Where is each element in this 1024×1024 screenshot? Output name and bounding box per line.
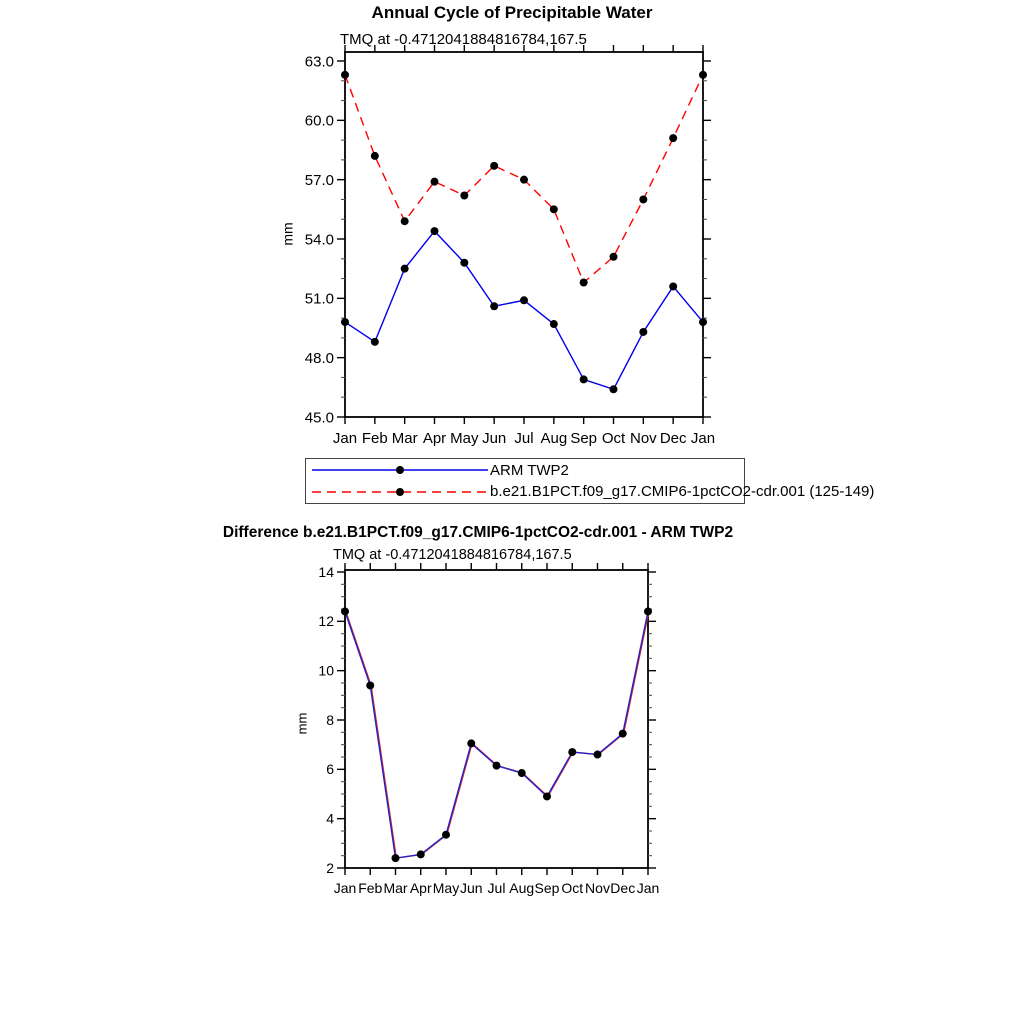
data-point-marker	[401, 217, 409, 225]
data-point-marker	[490, 302, 498, 310]
y-tick-label: 4	[326, 810, 334, 827]
x-tick-label: Dec	[659, 430, 687, 447]
x-tick-label: Mar	[391, 430, 418, 447]
x-tick-label: Oct	[561, 880, 584, 896]
data-point-marker	[493, 762, 501, 770]
bottom-chart-subtitle: TMQ at -0.4712041884816784,167.5	[333, 547, 572, 563]
data-point-marker	[639, 195, 647, 203]
data-point-marker	[431, 227, 439, 235]
x-tick-label: Jun	[459, 880, 483, 896]
data-point-marker	[639, 328, 647, 336]
data-point-marker	[580, 279, 588, 287]
x-tick-label: May	[450, 430, 479, 447]
y-tick-label: 63.0	[304, 53, 334, 71]
data-point-marker	[594, 751, 602, 759]
data-point-marker	[610, 385, 618, 393]
x-tick-label: Apr	[409, 880, 432, 896]
data-point-marker	[371, 152, 379, 160]
x-tick-label: Apr	[422, 430, 447, 447]
data-point-marker	[550, 205, 558, 213]
data-point-marker	[401, 265, 409, 273]
x-tick-label: Feb	[361, 430, 388, 447]
legend-label-arm-twp2: ARM TWP2	[490, 461, 569, 479]
data-point-marker	[460, 191, 468, 199]
y-tick-label: 51.0	[304, 290, 334, 308]
data-point-marker	[520, 176, 528, 184]
data-point-marker	[392, 854, 400, 862]
data-point-marker	[460, 259, 468, 267]
y-tick-label: 57.0	[304, 171, 334, 189]
data-point-marker	[341, 607, 349, 615]
x-tick-label: Mar	[383, 880, 408, 896]
legend-item-model	[306, 481, 875, 502]
data-point-marker	[669, 282, 677, 290]
x-tick-label: Jul	[514, 430, 534, 447]
y-tick-label: 10	[318, 662, 334, 679]
y-tick-label: 8	[326, 711, 334, 728]
data-point-marker	[467, 739, 475, 747]
data-point-marker	[518, 769, 526, 777]
y-tick-label: 60.0	[304, 112, 334, 130]
top-chart-title: Annual Cycle of Precipitable Water	[371, 3, 653, 22]
data-point-marker	[543, 792, 551, 800]
top-chart-subtitle: TMQ at -0.4712041884816784,167.5	[340, 31, 587, 48]
x-tick-label: Aug	[509, 880, 535, 896]
x-tick-label: Jun	[482, 430, 507, 447]
data-point-marker	[341, 71, 349, 79]
legend	[305, 458, 875, 504]
data-point-marker	[580, 375, 588, 383]
x-tick-label: May	[432, 880, 460, 896]
data-point-marker	[568, 748, 576, 756]
y-tick-label: 45.0	[304, 409, 334, 427]
y-tick-label: 14	[318, 563, 334, 580]
y-tick-label: 48.0	[304, 349, 334, 367]
series-line	[345, 231, 703, 389]
x-tick-label: Jul	[487, 880, 506, 896]
data-point-marker	[490, 162, 498, 170]
y-tick-label: 6	[326, 761, 334, 778]
bottom-chart-y-axis-label: mm	[294, 712, 310, 735]
x-tick-label: Nov	[629, 430, 657, 447]
data-point-marker	[699, 318, 707, 326]
data-point-marker	[699, 71, 707, 79]
data-point-marker	[520, 296, 528, 304]
x-tick-label: Sep	[570, 430, 598, 447]
legend-label-model: b.e21.B1PCT.f09_g17.CMIP6-1pctCO2-cdr.001 (125-149)	[490, 483, 875, 501]
x-tick-label: Jan	[332, 430, 358, 447]
data-point-marker	[550, 320, 558, 328]
data-point-marker	[341, 318, 349, 326]
data-point-marker	[442, 831, 450, 839]
top-chart-y-axis-label: mm	[279, 222, 296, 246]
data-point-marker	[644, 607, 652, 615]
x-tick-label: Sep	[534, 880, 560, 896]
data-point-marker	[431, 178, 439, 186]
y-tick-label: 54.0	[304, 231, 334, 249]
x-tick-label: Jan	[333, 880, 357, 896]
legend-line-sample-solid-blue	[310, 464, 490, 476]
bottom-chart-title: Difference b.e21.B1PCT.f09_g17.CMIP6-1pctCO2-cdr.001 - ARM TWP2	[222, 524, 734, 541]
data-point-marker	[669, 134, 677, 142]
x-tick-label: Oct	[601, 430, 626, 447]
y-tick-label: 2	[326, 859, 334, 876]
data-point-marker	[610, 253, 618, 261]
data-point-marker	[371, 338, 379, 346]
data-point-marker	[619, 730, 627, 738]
legend-line-sample-dashed-red	[310, 486, 490, 498]
x-tick-label: Dec	[610, 880, 636, 896]
data-point-marker	[417, 850, 425, 858]
legend-item-arm-twp2	[306, 460, 744, 481]
x-tick-label: Feb	[358, 880, 383, 896]
x-tick-label: Jan	[690, 430, 716, 447]
x-tick-label: Jan	[636, 880, 660, 896]
x-tick-label: Aug	[540, 430, 568, 447]
x-tick-label: Nov	[585, 880, 610, 896]
y-tick-label: 12	[318, 613, 334, 630]
data-point-marker	[366, 681, 374, 689]
series-line	[345, 611, 648, 858]
plot-border	[345, 52, 703, 417]
series-line-underlay	[346, 611, 649, 858]
